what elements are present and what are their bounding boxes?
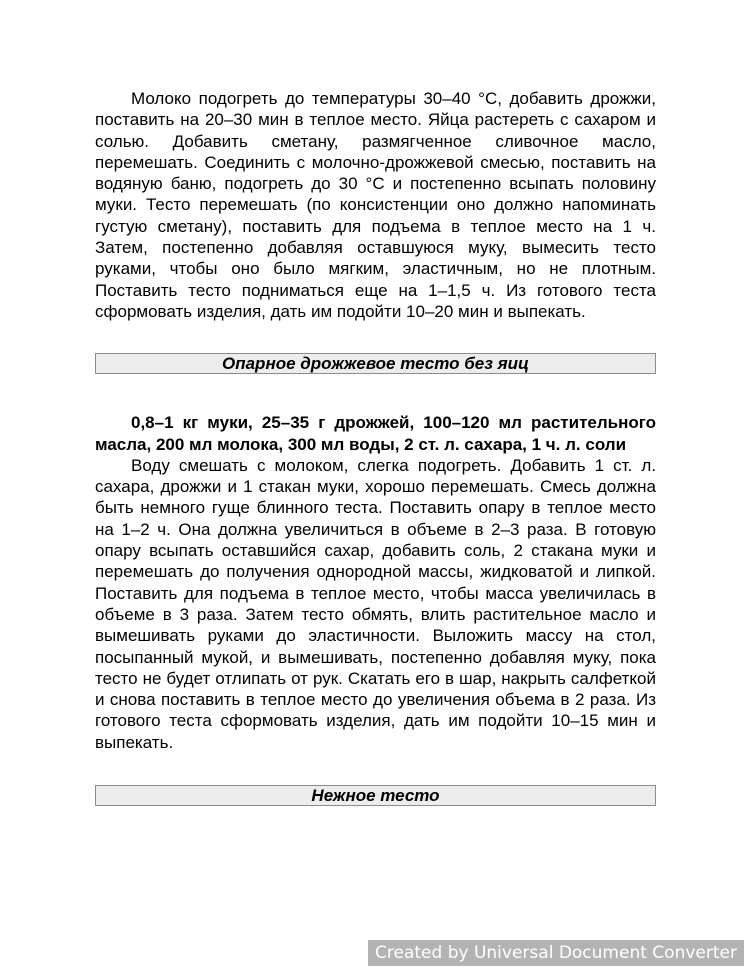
document-page (95, 88, 656, 806)
intro-paragraph: Молоко подогреть до температуры 30–40 °С, добавить дрожжи, поставить на 20–30 мин в теплое место. Яйца растереть с сахаром и солью. Добавить сметану, размягченное сливочное масло, перемешать. Соединить с молочно-дрожжевой смесью, поставить на водяную баню, подогреть до 30 °С и постепенно всыпать половину муки. Тесто перемешать (по консистенции оно должно напоминать густую сметану), поставить для подъема в теплое место на 1 ч. Затем, постепенно добавляя оставшуюся муку, вымесить тесто руками, чтобы оно было мягким, эластичным, но не плотным. Поставить тесто подниматься еще на 1–1,5 ч. Из готового теста сформовать изделия, дать им подойти 10–20 мин и выпекать. (95, 89, 656, 321)
section-heading-tender-dough: Нежное тесто (95, 785, 656, 806)
converter-watermark: Created by Universal Document Converter (368, 940, 744, 966)
ingredients-paragraph: 0,8–1 кг муки, 25–35 г дрожжей, 100–120 мл растительного масла, 200 мл молока, 300 мл воды, 2 ст. л. сахара, 1 ч. л. соли (95, 413, 656, 454)
method-paragraph: Воду смешать с молоком, слегка подогреть. Добавить 1 ст. л. сахара, дрожжи и 1 стакан муки, хорошо перемешать. Смесь должна быть немного гуще блинного теста. Поставить опару в теплое место на 1–2 ч. Она должна увеличиться в объеме в 2–3 раза. В готовую опару всыпать оставшийся сахар, добавить соль, 2 стакана муки и перемешать до получения однородной массы, жидковатой и липкой. Поставить для подъема в теплое место, чтобы масса увеличилась в объеме в 3 раза. Затем тесто обмять, влить растительное масло и вымешивать руками до эластичности. Выложить массу на стол, посыпанный мукой, и вымешивать, постепенно добавляя муку, пока тесто не будет отлипать от рук. Скатать его в шар, накрыть салфеткой и снова поставить в теплое место до увеличения объема в 2 раза. Из готового теста сформовать изделия, дать им подойти 10–15 мин и выпекать. (95, 455, 656, 752)
section-heading-yeast-dough-no-eggs: Опарное дрожжевое тесто без яиц (95, 353, 656, 374)
